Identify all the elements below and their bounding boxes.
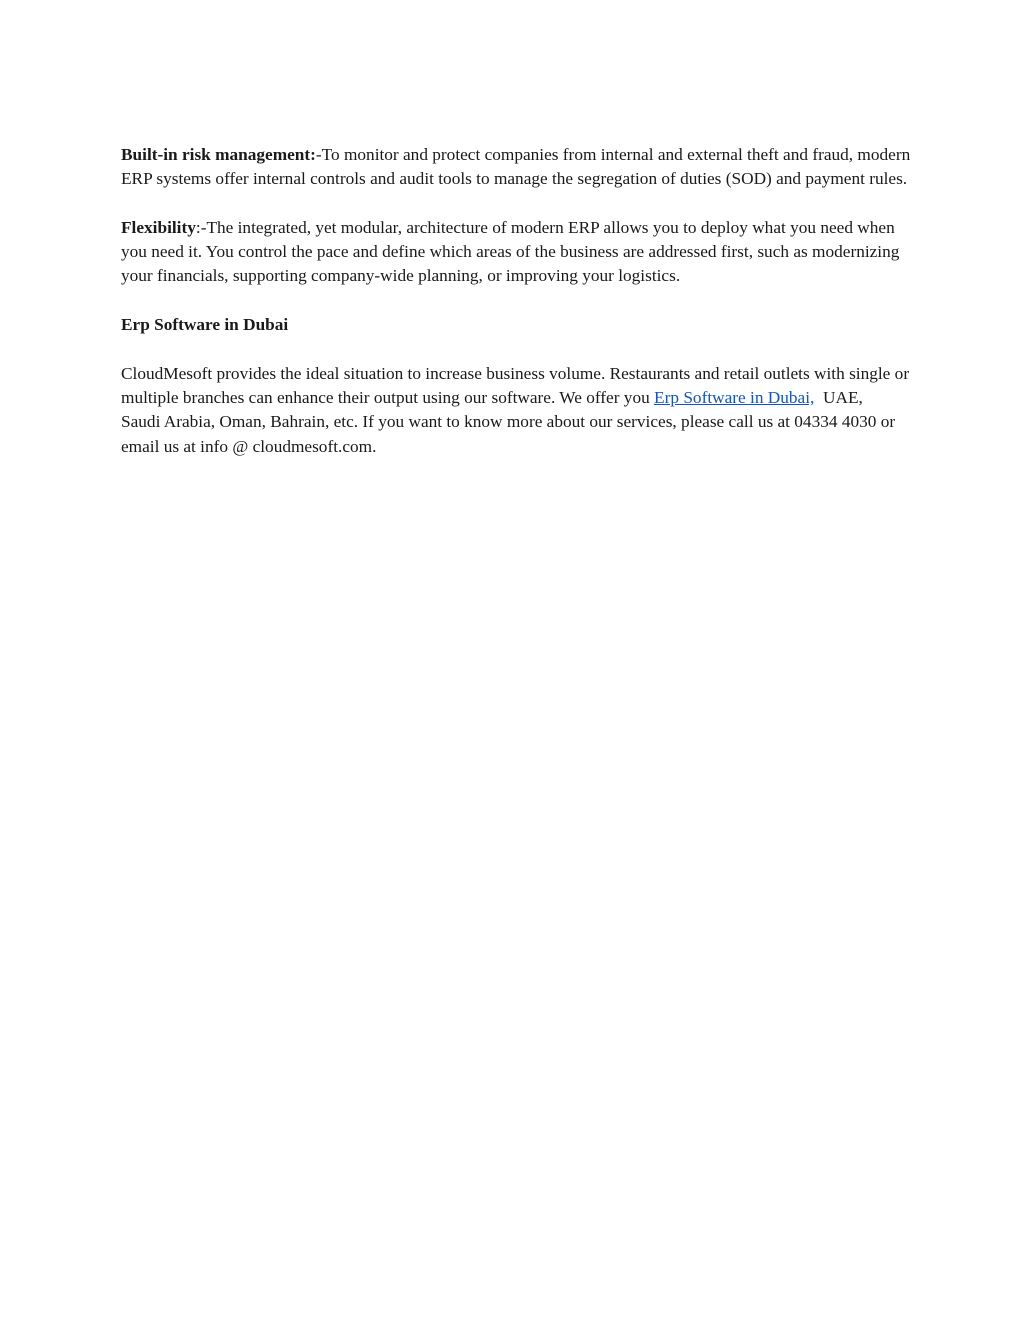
erp-software-dubai-link[interactable]: Erp Software in Dubai, [654, 387, 815, 407]
risk-management-text: -To monitor and protect companies from internal and external theft and fraud, modern ERP systems offer internal controls and audit tools to manage the segregation of duties (SOD) and payment rules. [121, 145, 911, 189]
closing-text-before-link: CloudMesoft provides the ideal situation to increase business volume. Restaurants and retail outlets with single or multiple branches can enhance their output using our software. We offer you [121, 363, 914, 407]
closing-paragraph [121, 362, 914, 459]
risk-management-heading: Built-in risk management: [121, 145, 316, 164]
risk-management-paragraph [121, 143, 911, 192]
section-heading: Erp Software in Dubai [121, 315, 289, 335]
flexibility-paragraph [121, 216, 911, 289]
closing-text-after-link: UAE, Saudi Arabia, Oman, Bahrain, etc. If you want to know more about our services, please call us at 04334 4030 or email us at info @ cloudmesoft.com. [121, 387, 900, 456]
flexibility-text: :-The integrated, yet modular, architecture of modern ERP allows you to deploy what you need when you need it. You control the pace and define which areas of the business are addressed first, such as modernizing your financials, supporting company-wide planning, or improving your logistics. [121, 217, 900, 286]
document-body [121, 143, 914, 483]
flexibility-heading: Flexibility [121, 217, 196, 237]
